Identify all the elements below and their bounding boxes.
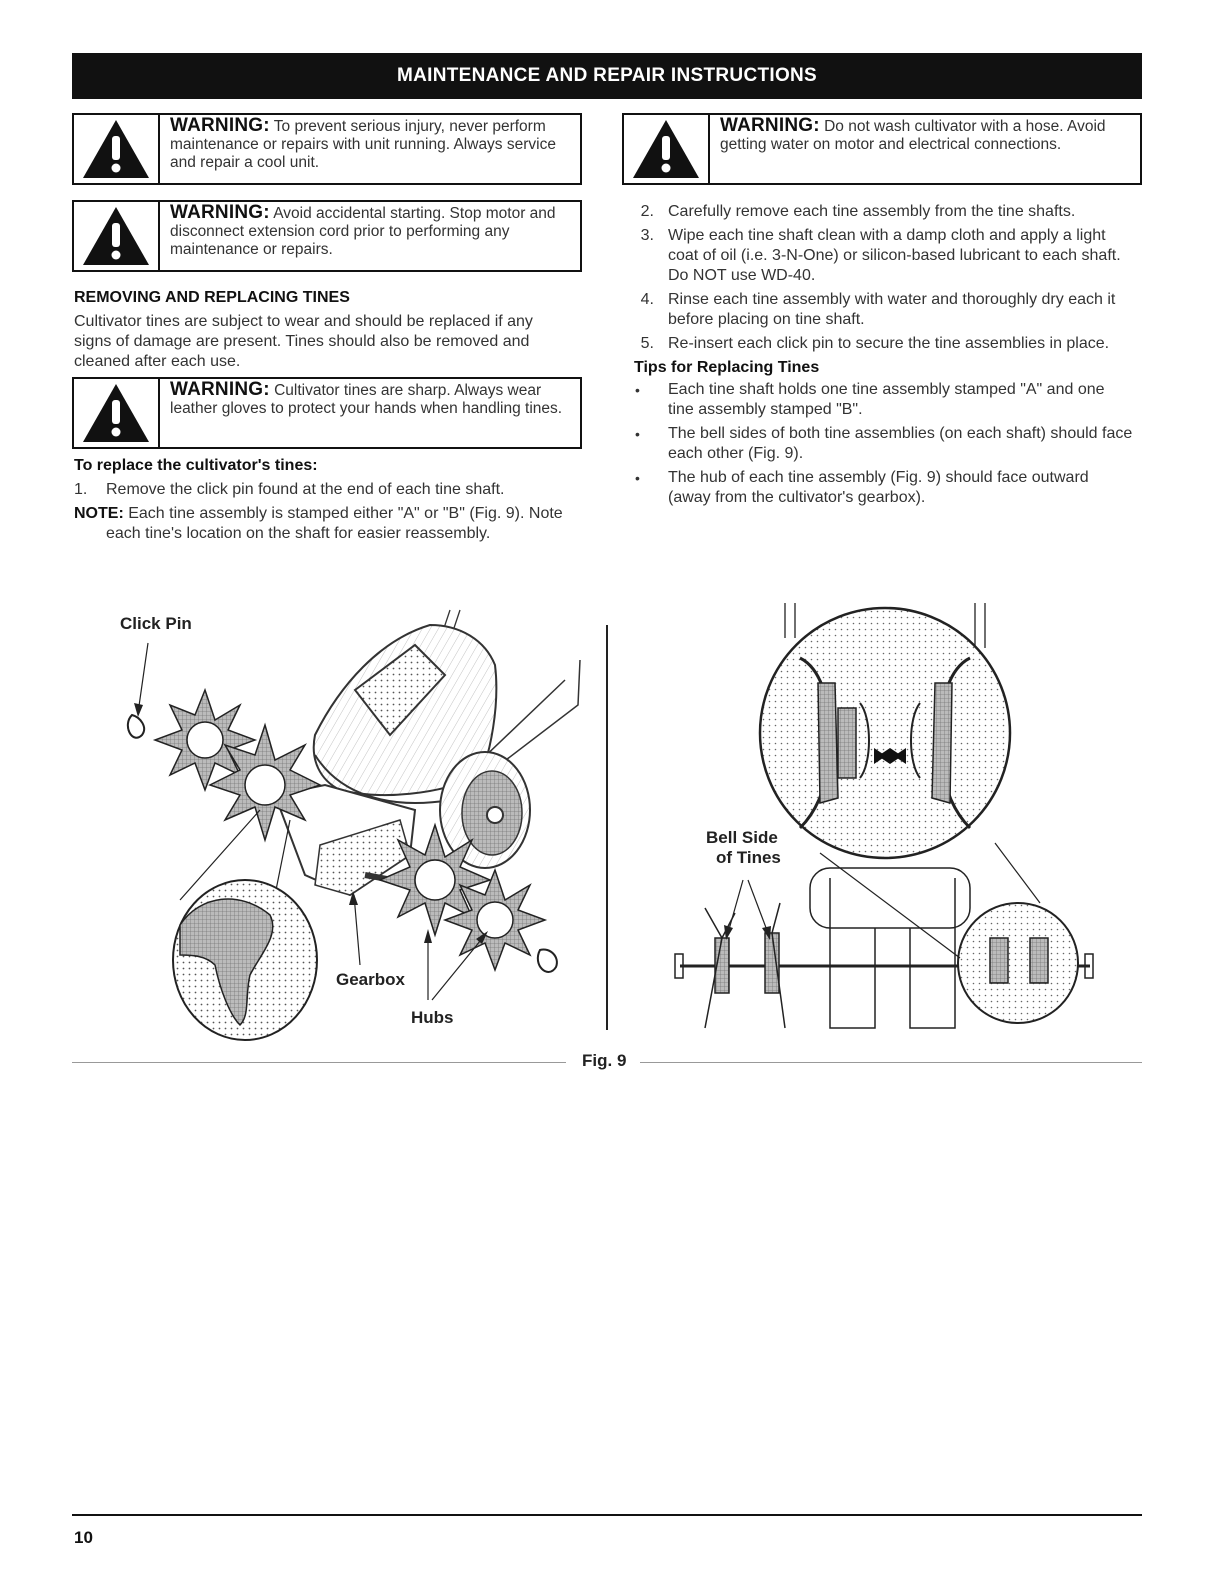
tip-item: • The hub of each tine assembly (Fig. 9) should face outward (away from the cultivator's gearbox). [634,468,1134,508]
warning-text: Cultivator tines are sharp. Always wear leather gloves to protect your hands when handling tines. [170,382,563,417]
section-title: REMOVING AND REPLACING TINES [74,289,350,306]
step-text: Rinse each tine assembly with water and thoroughly dry each it before placing on tine shaft. [668,291,1116,328]
tip-item: • The bell sides of both tine assemblies (on each shaft) should face each other (Fig. 9). [634,424,1134,464]
left-column-upper [74,288,574,372]
warning-label: WARNING: [170,115,270,136]
step-item [634,202,1134,222]
tips-list [634,380,1134,508]
step-number: 2. [640,203,654,220]
step-text: Re-insert each click pin to secure the tine assemblies in place. [668,335,1110,352]
caption-rule-left [72,1062,566,1063]
warning-label: WARNING: [170,379,270,400]
caption-rule-right [640,1062,1142,1063]
step-item [634,226,1134,286]
warning-label: WARNING: [170,202,270,223]
label-gearbox: Gearbox [336,970,405,989]
note-paragraph [74,504,574,544]
left-column-lower [74,456,574,544]
step-item [634,290,1134,330]
subhead-replace-tines: To replace the cultivator's tines: [74,457,318,474]
tips-title: Tips for Replacing Tines [634,359,820,376]
step-item [634,334,1134,354]
step-text: Remove the click pin found at the end of each tine shaft. [106,481,505,498]
warning-box-starting [72,200,582,272]
warning-text: Avoid accidental starting. Stop motor and disconnect extension cord prior to performing any maintenance or repairs. [170,205,556,258]
warning-text: To prevent serious injury, never perform maintenance or repairs with unit running. Always service and repair a cool unit. [170,118,556,171]
figure-divider [606,625,608,1030]
warning-box-running [72,113,582,185]
warning-triangle-icon [631,118,701,180]
intro-paragraph: Cultivator tines are subject to wear and should be replaced if any signs of damage are present. Tines should also be removed and cleaned after each use. [74,313,533,370]
tip-item: • Each tine shaft holds one tine assembly stamped "A" and one tine assembly stamped "B". [634,380,1134,420]
label-bell-side-line2: of Tines [716,848,781,867]
step-number: 4. [640,291,654,308]
label-hubs: Hubs [411,1008,454,1027]
step-number: 3. [640,227,654,244]
warning-triangle-icon [81,205,151,267]
step-list-right [634,202,1134,354]
warning-box-hose [622,113,1142,185]
warning-text: Do not wash cultivator with a hose. Avoid getting water on motor and electrical connections. [720,118,1106,153]
right-column [634,202,1134,512]
note-label: NOTE: [74,505,124,522]
tine-orientation-illustration [660,598,1110,1043]
warning-label: WARNING: [720,115,820,136]
figure-caption: Fig. 9 [582,1051,627,1070]
label-bell-side-line1: Bell Side [706,828,778,847]
footer-rule [72,1514,1142,1516]
warning-triangle-icon [81,382,151,444]
step-text: Carefully remove each tine assembly from the tine shafts. [668,203,1076,220]
step-list-left [74,480,574,500]
warning-box-sharp-tines [72,377,582,449]
warning-triangle-icon [81,118,151,180]
note-text: Each tine assembly is stamped either "A" or "B" (Fig. 9). Note each tine's location on the shaft for easier reassembly. [106,505,563,542]
step-number: 5. [640,335,654,352]
step-number: 1. [74,481,88,498]
step-text: Wipe each tine shaft clean with a damp cloth and apply a light coat of oil (i.e. 3-N-One) or silicon-based lubricant to each shaft. Do NOT use WD-40. [668,227,1121,284]
step-item [74,480,574,500]
page-number: 10 [74,1528,93,1547]
label-click-pin: Click Pin [120,614,192,633]
section-header: MAINTENANCE AND REPAIR INSTRUCTIONS [72,53,1142,99]
